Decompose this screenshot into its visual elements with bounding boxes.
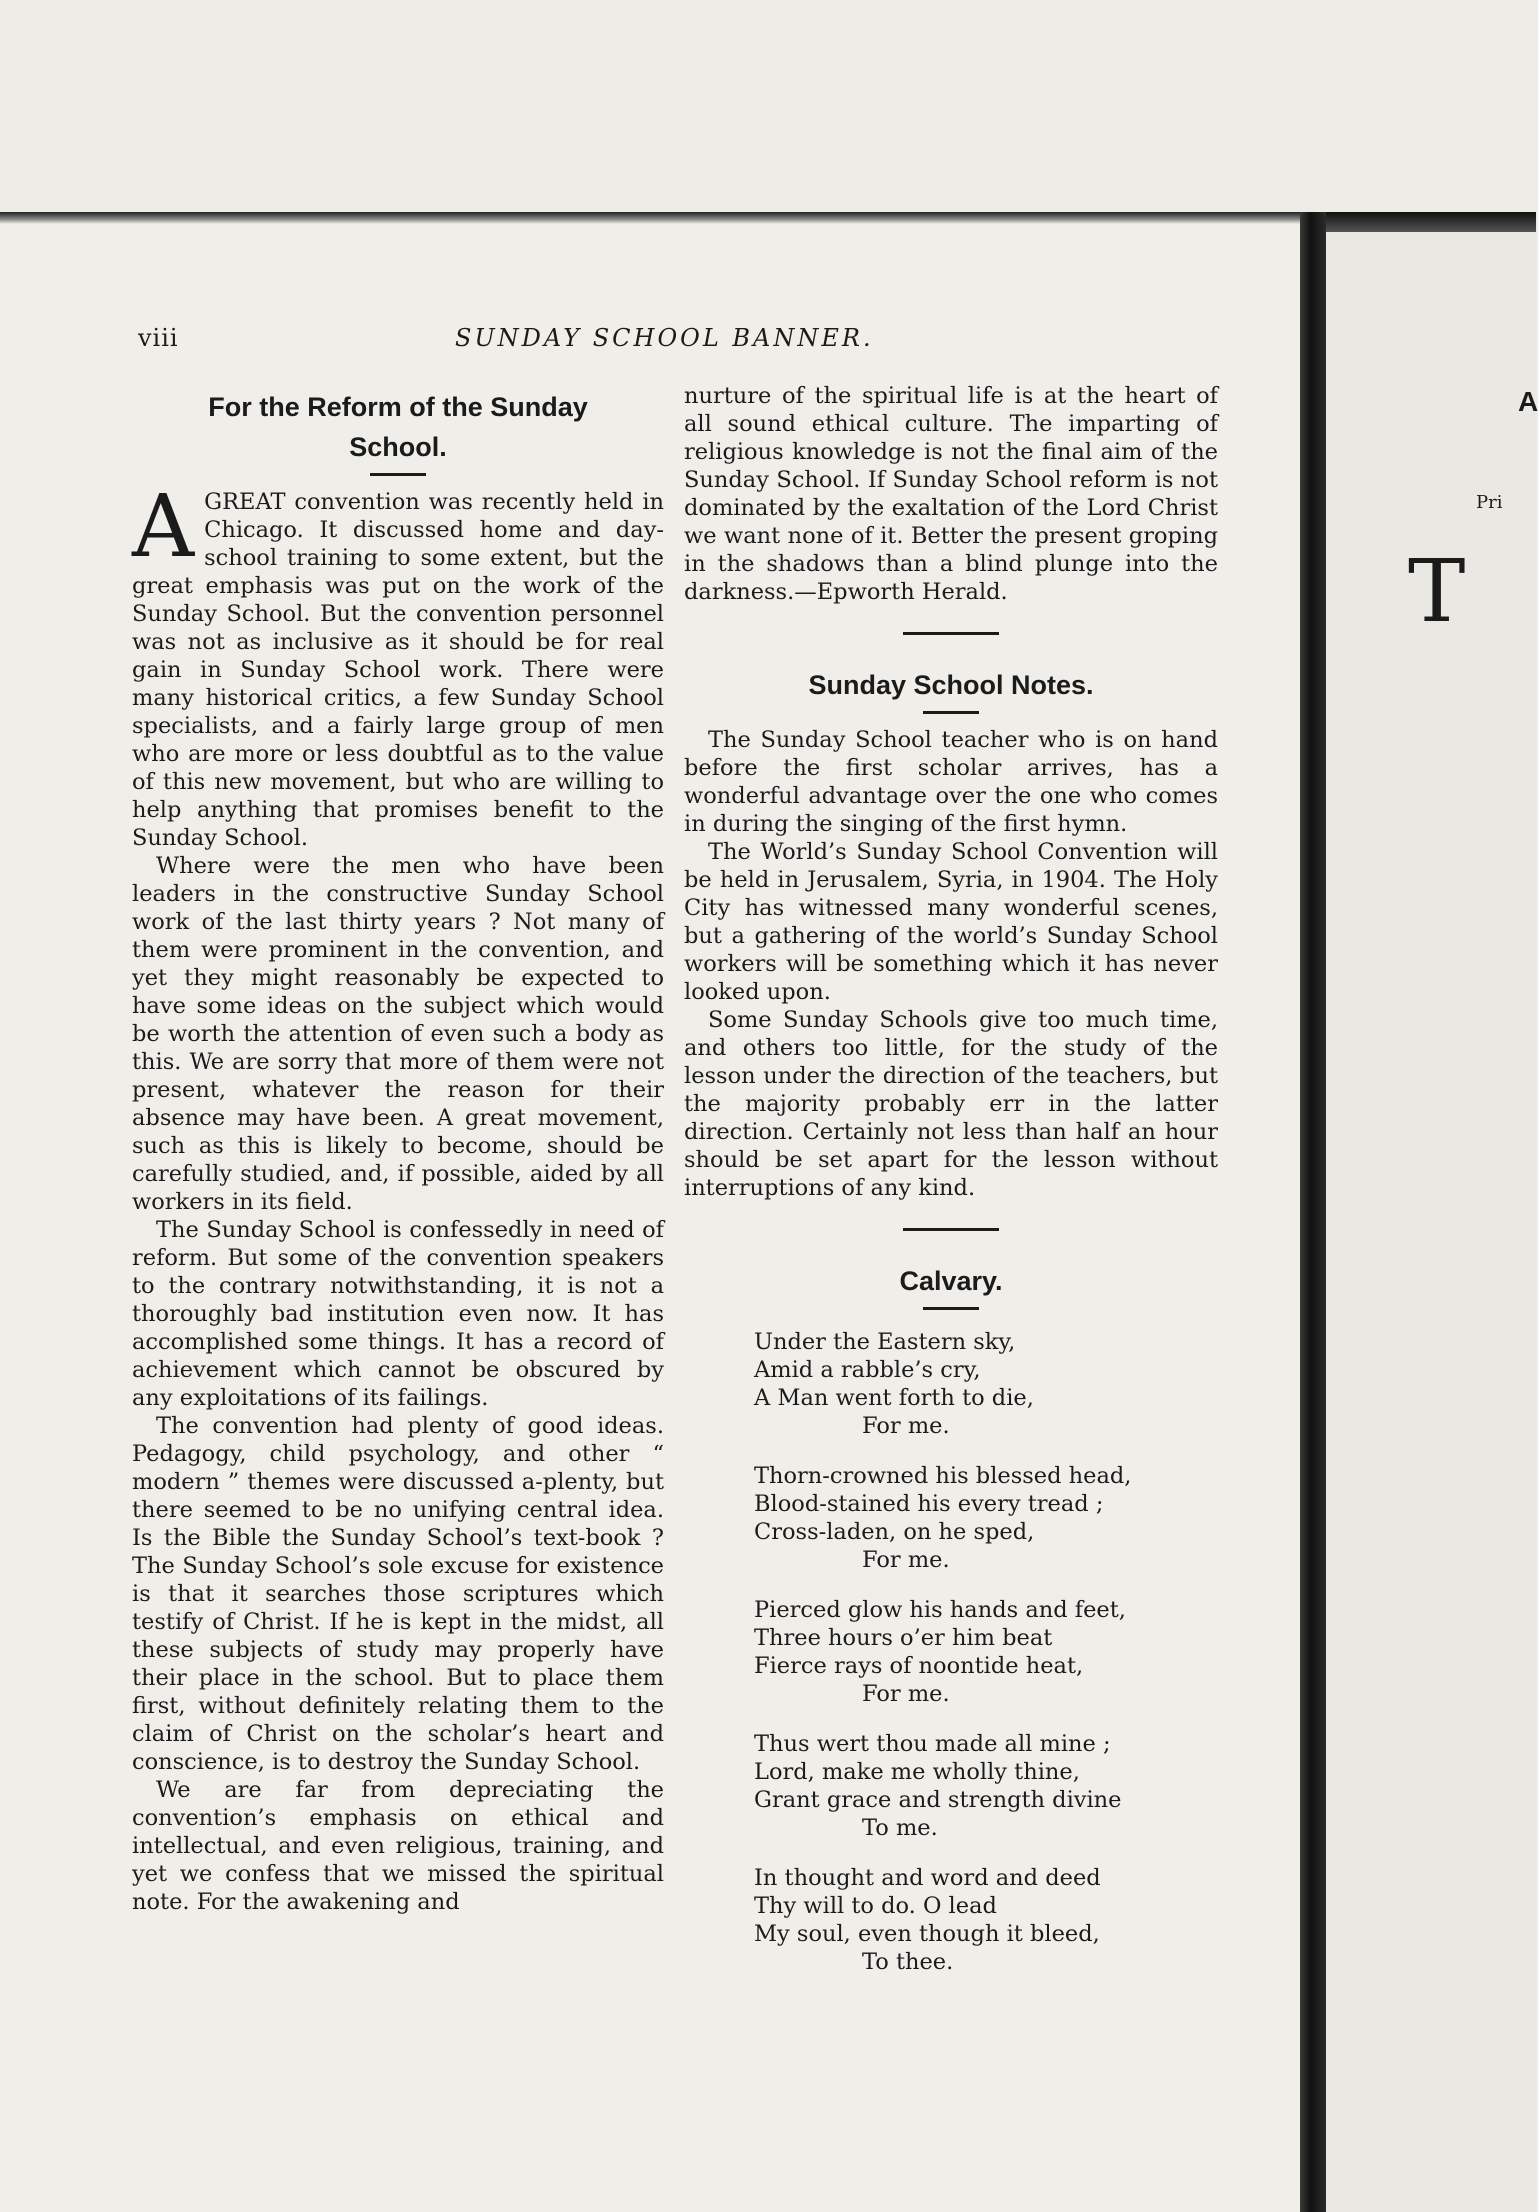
poem-line: Amid a rabble’s cry,: [754, 1357, 981, 1383]
section-rule: [903, 632, 999, 635]
paragraph: The convention had plenty of good ideas. Pedagogy, child psychology, and other “ modern ” themes were discussed a-plenty, but there seemed to be no unifying central idea. Is the Bible the Sunday School’s text-book ? The Sunday School’s sole excuse for existence is that it searches those scriptures which testify of Christ. If he is kept in the midst, all these subjects of study may properly have their place in the school. But to place them first, without definitely relating them to the claim of Christ on the scholar’s heart and conscience, is to destroy the Sunday School.: [132, 1413, 664, 1775]
title-rule: [370, 473, 426, 476]
poem-line: Grant grace and strength divine: [754, 1787, 1122, 1813]
book-gutter: [1300, 212, 1326, 2212]
facing-page-drop-cap: T: [1408, 542, 1466, 642]
paragraph: Some Sunday Schools give too much time, and others too little, for the study of the lesson under the direction of the teachers, but the majority probably err in the latter direction. Certainly not less than half an hour should be set apart for the lesson without interruptions of any kind.: [684, 1007, 1218, 1201]
poem-line: Under the Eastern sky,: [754, 1329, 1016, 1355]
poem-refrain: To me.: [862, 1815, 938, 1841]
running-head: SUNDAY SCHOOL BANNER.: [455, 324, 874, 352]
paragraph: nurture of the spiritual life is at the heart of all sound ethical culture. The imparting of religious knowledge is not the final aim of the Sunday School. If Sunday School reform is not dominated by the exaltation of the Lord Christ we want none of it. Better the present groping in the shadows than a blind plunge into the darkness.—Epworth Herald.: [684, 383, 1218, 605]
title-rule: [923, 711, 979, 714]
paragraph: The World’s Sunday School Convention will be held in Jerusalem, Syria, in 1904. The Holy City has witnessed many wonderful scenes, but a gathering of the world’s Sunday School workers will be something which it has never looked upon.: [684, 839, 1218, 1005]
poem-line: Thy will to do. O lead: [754, 1893, 997, 1919]
section-rule: [903, 1228, 999, 1231]
paragraph-text: GREAT convention was recently held in Chicago. It discussed home and day-school training to some extent, but the great emphasis was put on the work of the Sunday School. But the convention personnel was not as inclusive as it should be for real gain in Sunday School work. There were many historical critics, a few Sunday School specialists, and a fairly large group of men who are more or less doubtful as to the value of this new movement, but who are willing to help anything that promises benefit to the Sunday School.: [132, 489, 664, 851]
poem-line: Fierce rays of noontide heat,: [754, 1653, 1084, 1679]
poem-line: In thought and word and deed: [754, 1865, 1101, 1891]
poem-line: Thus wert thou made all mine ;: [754, 1731, 1111, 1757]
stanza: [754, 1864, 1218, 1976]
poem-line: My soul, even though it bleed,: [754, 1921, 1100, 1947]
column-left: [132, 387, 664, 1916]
poem-line: Lord, make me wholly thine,: [754, 1759, 1080, 1785]
stanza: [754, 1462, 1218, 1574]
poem-title: Calvary.: [899, 1266, 1003, 1296]
drop-cap: A: [132, 477, 195, 577]
stanza: [754, 1328, 1218, 1440]
paragraph: [132, 477, 664, 852]
poem-refrain: For me.: [862, 1681, 950, 1707]
poem-line: Three hours o’er him beat: [754, 1625, 1053, 1651]
paragraph: The Sunday School teacher who is on hand before the first scholar arrives, has a wonderful advantage over the one who comes in during the singing of the first hymn.: [684, 727, 1218, 837]
poem-refrain: For me.: [862, 1547, 950, 1573]
stanza: [754, 1730, 1218, 1842]
page-edge-shadow: [1326, 212, 1536, 232]
article-title-line1: For the Reform of the Sunday: [208, 392, 588, 422]
paragraph: The Sunday School is confessedly in need of reform. But some of the convention speakers to the contrary notwithstanding, it is not a thoroughly bad institution even now. It has accomplished some things. It has a record of achievement which cannot be obscured by any exploitations of its failings.: [132, 1217, 664, 1411]
section-title: Sunday School Notes.: [808, 670, 1094, 700]
column-middle: [684, 382, 1218, 1998]
page-number: viii: [138, 324, 179, 352]
poem-line: Thorn-crowned his blessed head,: [754, 1463, 1132, 1489]
right-page-fragment: [1326, 212, 1536, 2212]
poem-line: Pierced glow his hands and feet,: [754, 1597, 1126, 1623]
poem-line: Blood-stained his every tread ;: [754, 1491, 1104, 1517]
facing-page-subtitle-fragment: Pri: [1476, 492, 1503, 513]
stanza: [754, 1596, 1218, 1708]
page-edge-shadow: [0, 212, 1300, 224]
title-rule: [923, 1307, 979, 1310]
article-title: [132, 387, 664, 467]
poem-line: Cross-laden, on he sped,: [754, 1519, 1035, 1545]
paragraph: We are far from depreciating the convention’s emphasis on ethical and intellectual, and even religious, training, and yet we confess that we missed the spiritual note. For the awakening and: [132, 1777, 664, 1915]
article-title-line2: School.: [349, 432, 447, 462]
poem-refrain: For me.: [862, 1413, 950, 1439]
poem-refrain: To thee.: [862, 1949, 954, 1975]
poem-line: A Man went forth to die,: [754, 1385, 1034, 1411]
poem: [754, 1328, 1218, 1976]
facing-page-title-fragment: A: [1518, 386, 1538, 417]
paragraph: Where were the men who have been leaders in the constructive Sunday School work of the last thirty years ? Not many of them were prominent in the convention, and yet they might reasonably be expected to have some ideas on the subject which would be worth the attention of even such a body as this. We are sorry that more of them were not present, whatever the reason for their absence may have been. A great movement, such as this is likely to become, should be carefully studied, and, if possible, aided by all workers in its field.: [132, 853, 664, 1215]
